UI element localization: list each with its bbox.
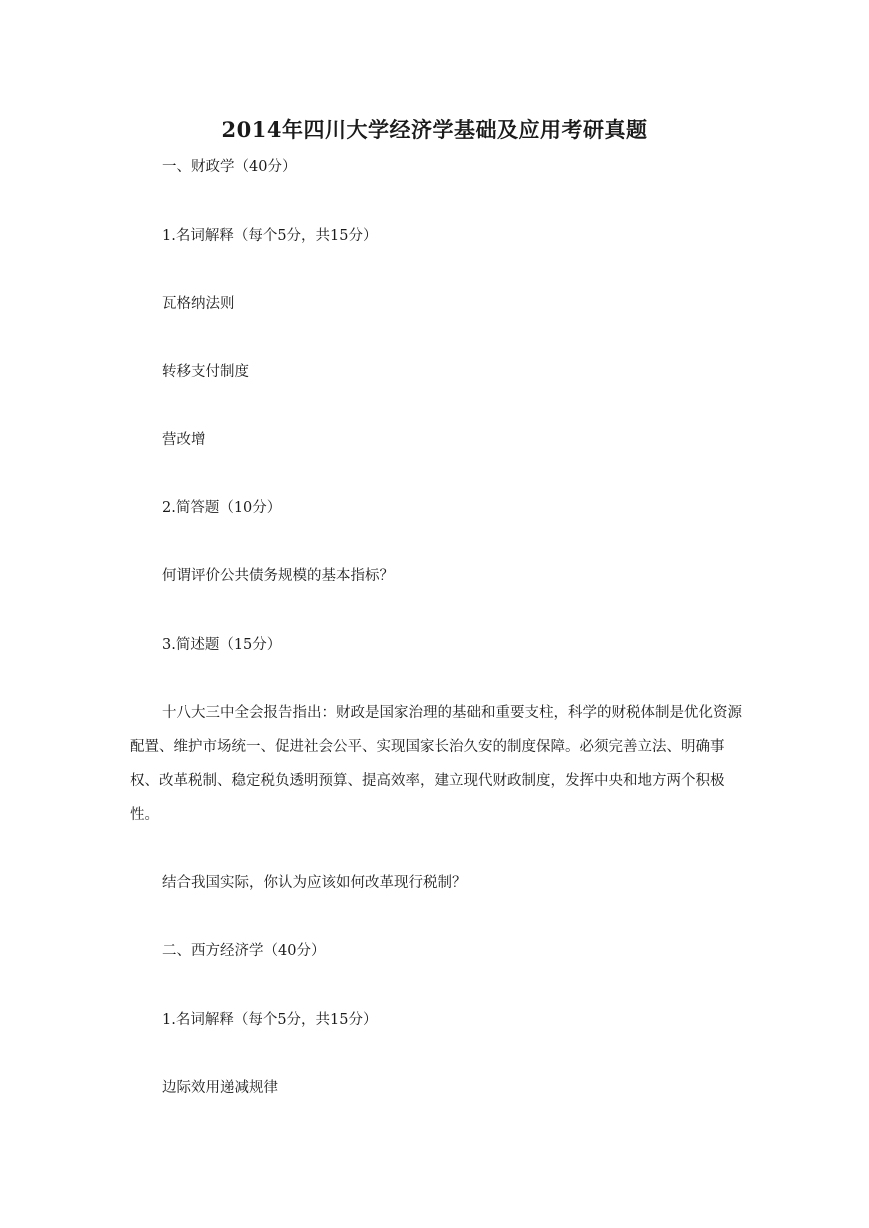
question-2-text: 何谓评价公共债务规模的基本指标？ <box>162 568 394 584</box>
document-title: 2014年四川大学经济学基础及应用考研真题 <box>221 117 648 142</box>
question-1-heading: 1.名词解释（每个5分，共15分） <box>162 228 378 244</box>
question-1-heading: 1.名词解释（每个5分，共15分） <box>162 1012 378 1028</box>
section-heading-western-economics: 二、西方经济学（40分） <box>162 943 326 959</box>
question-2-heading: 2.简答题（10分） <box>162 500 282 516</box>
term-item: 营改增 <box>162 432 206 448</box>
term-item: 边际效用递减规律 <box>162 1080 278 1096</box>
section-heading-public-finance: 一、财政学（40分） <box>162 159 297 175</box>
question-3-heading: 3.简述题（15分） <box>162 637 282 653</box>
question-3-text: 结合我国实际，你认为应该如何改革现行税制？ <box>162 875 467 891</box>
question-3-passage: 十八大三中全会报告指出：财政是国家治理的基础和重要支柱，科学的财税体制是优化资源配置、维护市场统一、促进社会公平、实现国家长治久安的制度保障。必须完善立法、明确事权、改革税制、稳定税负透明预算、提高效率，建立现代财政制度，发挥中央和地方两个积极性。 <box>130 705 742 823</box>
term-item: 转移支付制度 <box>162 364 249 380</box>
term-item: 瓦格纳法则 <box>162 296 235 312</box>
